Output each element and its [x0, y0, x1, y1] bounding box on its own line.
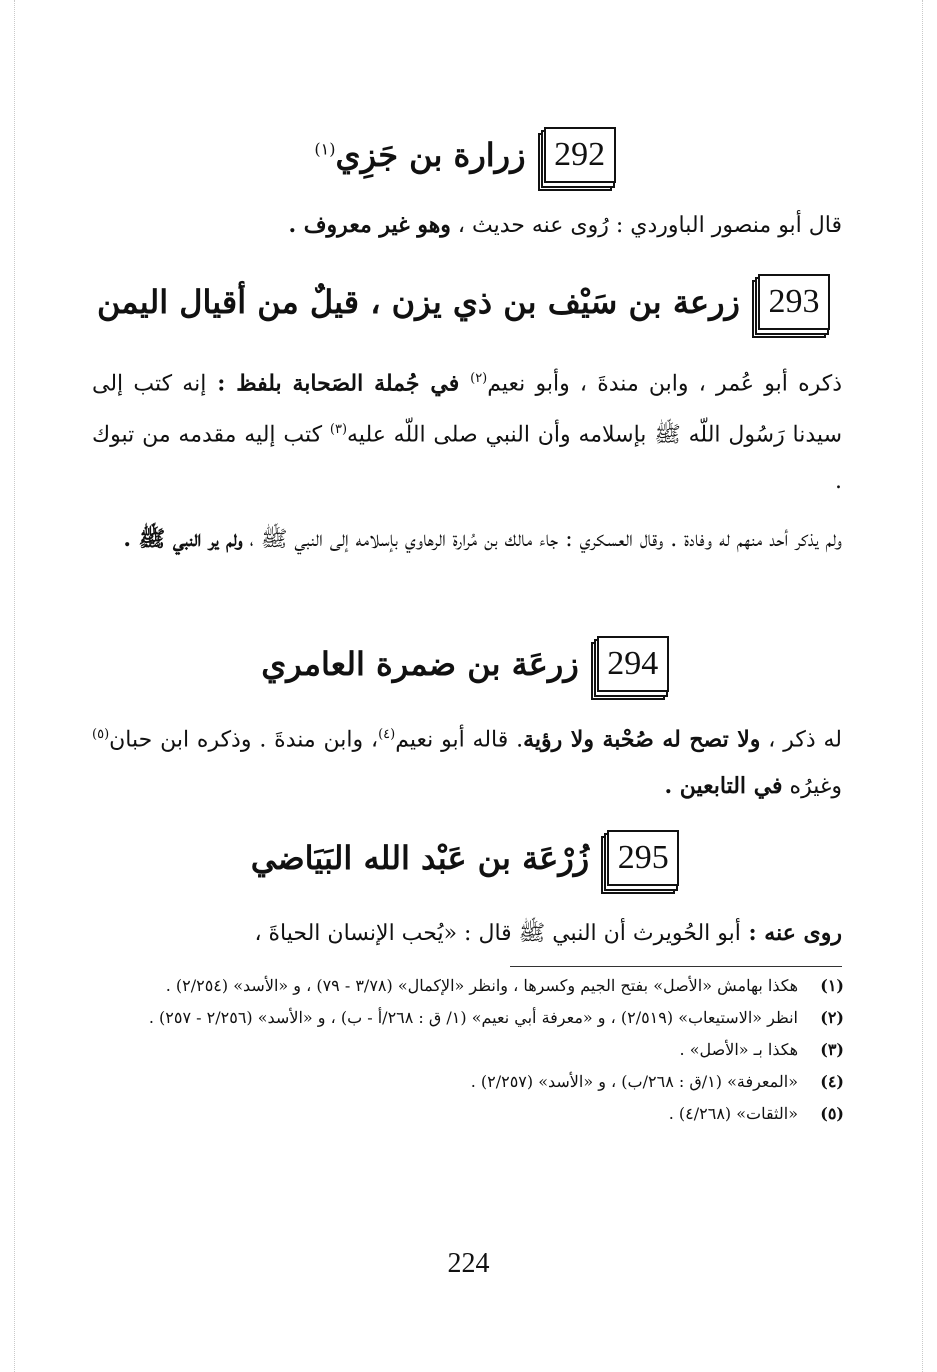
entry-heading-293 [96, 262, 830, 342]
footnote-number: (١) [820, 976, 844, 995]
footnote-text: «المعرفة» (١/ق : ٢٦٨/ب) ، و «الأسد» (٢/٢٥٧) . [470, 1072, 798, 1091]
footnote-number: (٣) [820, 1040, 844, 1059]
entry-title: زُرْعَة بن عَبْد الله البَيَاضي [250, 839, 590, 877]
entry-body-292: قال أبو منصور الباوردي : رُوى عنه حديث ، وهو غير معروف . [288, 212, 842, 238]
entry-title: زرارة بن جَزِي$^{(١)}$ [314, 136, 526, 174]
entry-number-box [597, 636, 669, 692]
footnote-number: (٤) [820, 1072, 844, 1091]
footnote-number: (٥) [820, 1104, 844, 1123]
footnote-text: انظر «الاستيعاب» (٢/٥١٩) ، و «معرفة أبي نعيم» (١/ ق : ٢٦٨/أ - ب) ، و «الأسد» (٢/٢٥٦ - ٢٥٧) . [148, 1008, 798, 1027]
entry-number-box [758, 274, 830, 330]
entry-number-box [544, 127, 616, 183]
entry-heading-292 [100, 115, 830, 195]
margin-guide-right [922, 0, 923, 1372]
footnote-ref: (١) [314, 139, 336, 159]
entry-number: 293 [758, 274, 830, 330]
footnote-item [92, 1034, 844, 1066]
footnote-item [92, 1098, 844, 1130]
entry-number: 294 [597, 636, 669, 692]
footnote-ref: (٣) [329, 422, 348, 438]
entry-heading-295 [100, 818, 830, 898]
footnote-ref: (٢) [470, 371, 488, 386]
footnote-text: هكذا بهامش «الأصل» بفتح الجيم وكسرها ، وانظر «الإكمال» (٣/٧٨ - ٧٩) ، و «الأسد» (٢/٢٥٤) . [165, 976, 798, 995]
footnote-item [92, 970, 844, 1002]
footnote-text: «الثقات» (٤/٢٦٨) . [668, 1104, 798, 1123]
footnote-number: (٢) [820, 1008, 844, 1027]
entry-heading-294 [100, 624, 830, 704]
entry-title: زرعة بن سَيْف بن ذي يزن ، قيلٌ من أقيال اليمن [96, 283, 740, 321]
footnotes [92, 970, 844, 1130]
footnote-item [92, 1002, 844, 1034]
page-number: 224 [447, 1248, 490, 1279]
entry-body-294: له ذكر ، ولا تصح له صُحْبة ولا رؤية. قاله أبو نعيم$^{(٤)}$، وابن مندةَ . وذكره ابن حبان$^{(٥)}$ وغيرُه في التابعين . [92, 726, 842, 800]
entry-number: 292 [544, 127, 616, 183]
footnote-item [92, 1066, 844, 1098]
entry-body-293-para-2: ولم يذكر أحد منهم له وفادة . وقال العسكري : جاء مالك بن مُرارة الرهاوي بإسلامه إلى النبي ﷺ ، ولم ير النبي ﷺ . [123, 526, 842, 552]
entry-title: زرعَة بن ضمرة العامري [261, 645, 579, 683]
entry-number-box [607, 830, 679, 886]
footnote-separator [510, 966, 842, 967]
footnote-text: هكذا بـ «الأصل» . [679, 1040, 798, 1059]
entry-number: 295 [607, 830, 679, 886]
footnote-ref: (٤) [378, 727, 396, 742]
entry-body-295: روى عنه : أبو الحُويرث أن النبي ﷺ قال : «يُحب الإنسان الحياةَ ، [254, 920, 842, 946]
margin-guide-left [14, 0, 15, 1372]
footnote-ref: (٥) [92, 727, 110, 742]
entry-body-293-para-1: ذكره أبو عُمر ، وابن مندةَ ، وأبو نعيم$^{(٢)}$ في جُملة الصَحابة بلفظ : إنه كتب إلى سيدنا رَسُول اللّه ﷺ بإسلامه وأن النبي صلى اللّه عليه$^{(٣)}$ كتب إليه مقدمه من تبوك . [92, 370, 843, 494]
